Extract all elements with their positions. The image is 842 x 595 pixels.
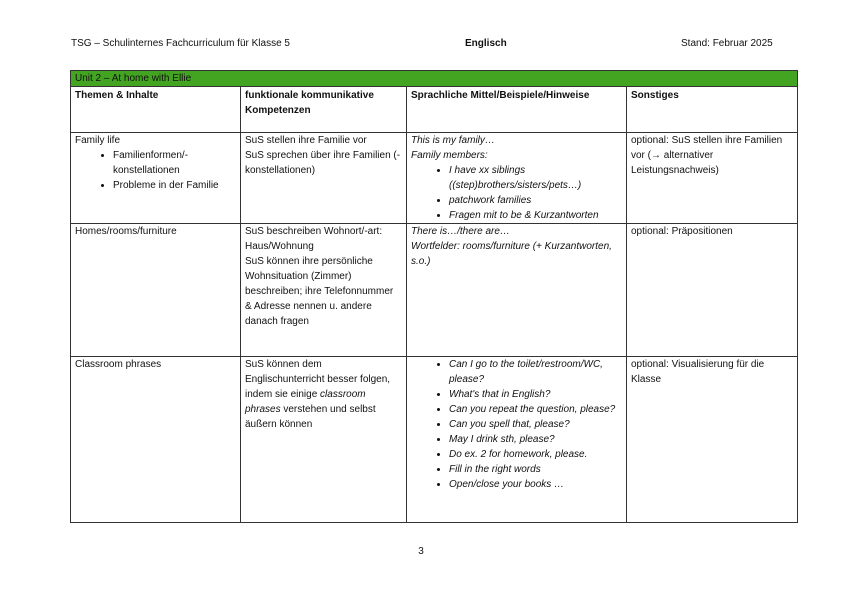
list-item: • Do ex. 2 for homework, please. [449,447,622,462]
list-item: • Can you repeat the question, please? [449,402,622,417]
competence-line: SuS können ihre persönliche Wohnsituation (Zimmer) beschreiben; ihre Telefonnummer & Adresse nennen u. andere danach fragen [245,256,394,327]
topic-title: Family life [75,135,121,146]
topic-title: Homes/rooms/furniture [75,226,177,237]
language-cell [407,357,627,523]
competences-cell [241,357,407,523]
competences-cell [241,224,407,357]
list-item: • Fragen mit to be & Kurzantworten [449,208,622,223]
language-line: Family members: [411,150,488,161]
table-row [71,224,798,357]
misc-cell: optional: Visualisierung für die Klasse [627,357,798,523]
list-item: • May I drink sth, please? [449,432,622,447]
competence-text: verstehen und selbst äußern können [245,404,376,430]
column-header-misc: Sonstiges [627,87,798,133]
language-list [411,357,622,492]
topic-cell [71,357,241,523]
topic-title: Classroom phrases [75,359,162,370]
list-item: • What's that in English? [449,387,622,402]
list-item: • I have xx siblings ((step)brothers/sisters/pets…) [449,163,622,193]
header-date: Stand: Februar 2025 [681,38,773,49]
header-school-title: TSG – Schulinternes Fachcurriculum für Klasse 5 [71,38,290,49]
column-header-topics: Themen & Inhalte [71,87,241,133]
list-item: • Probleme in der Familie [113,178,236,193]
misc-cell: optional: Präpositionen [627,224,798,357]
competence-line: SuS beschreiben Wohnort/-art: Haus/Wohnung [245,226,383,252]
page-number: 3 [418,546,424,557]
language-line: This is my family… [411,135,495,146]
header-subject: Englisch [465,38,507,49]
competence-emphasis: classroom phrases [245,389,366,415]
list-item: • Familienformen/-konstellationen [113,148,236,178]
curriculum-table [70,70,798,523]
language-line: Wortfelder: rooms/furniture (+ Kurzantworten, s.o.) [411,241,612,267]
language-cell [407,224,627,357]
table-row [71,133,798,224]
competence-line: SuS stellen ihre Familie vor [245,135,367,146]
competences-cell [241,133,407,224]
competence-line: SuS sprechen über ihre Familien (-konstellationen) [245,150,401,176]
language-cell [407,133,627,224]
table-row [71,357,798,523]
topic-cell [71,133,241,224]
column-header-competences: funktionale kommunikative Kompetenzen [241,87,407,133]
list-item: • Can I go to the toilet/restroom/WC, please? [449,357,622,387]
topic-list [75,148,236,193]
table-header-row [71,87,798,133]
misc-cell: optional: SuS stellen ihre Familien vor (→ alternativer Leistungsnachweis) [627,133,798,224]
list-item: • Open/close your books … [449,477,622,492]
unit-title-row [71,71,798,87]
list-item: • Fill in the right words [449,462,622,477]
list-item: • Can you spell that, please? [449,417,622,432]
list-item: • patchwork families [449,193,622,208]
language-line: There is…/there are… [411,226,510,237]
topic-cell [71,224,241,357]
unit-title: Unit 2 – At home with Ellie [71,71,798,87]
competence-text: SuS können dem Englischunterricht besser folgen, indem sie einige [245,359,391,400]
column-header-language: Sprachliche Mittel/Beispiele/Hinweise [407,87,627,133]
language-list [411,163,622,223]
